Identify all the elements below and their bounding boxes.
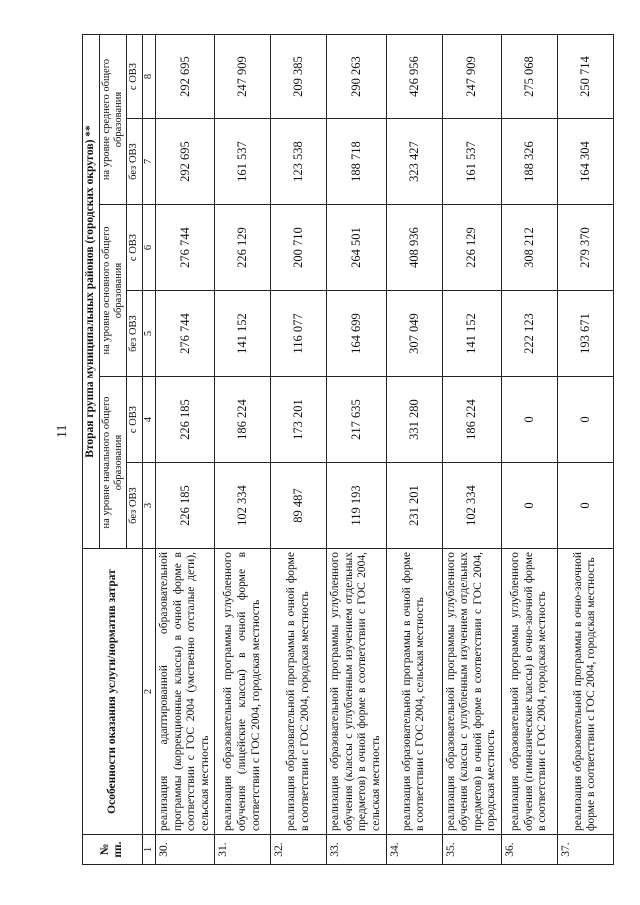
index-cell: 5	[142, 291, 155, 377]
row-number: 33.	[327, 835, 386, 865]
cost-value-cell: 0	[557, 377, 613, 463]
row-description: реализация образовательной программы углубленного обучения (лицейские классы) в очной форме в соответствии с ГОС 2004, городская местность	[215, 549, 271, 835]
index-cell: 6	[142, 205, 155, 291]
row-number: 30.	[156, 835, 215, 865]
cost-value-cell: 119 193	[327, 463, 386, 549]
cost-value-cell: 161 537	[215, 119, 271, 205]
cost-value-cell: 331 280	[386, 377, 442, 463]
cost-value-cell: 222 123	[501, 291, 557, 377]
index-cell: 1	[142, 835, 155, 865]
cost-value-cell: 226 129	[442, 205, 501, 291]
cost-value-cell: 173 201	[271, 377, 327, 463]
row-number: 37.	[557, 835, 613, 865]
cost-value-cell: 186 224	[442, 377, 501, 463]
row-number: 31.	[215, 835, 271, 865]
row-number: 35.	[442, 835, 501, 865]
cost-value-cell: 226 185	[156, 377, 215, 463]
cost-value-cell: 292 695	[156, 119, 215, 205]
with-ovz-header: с ОВЗ	[127, 35, 142, 119]
cost-value-cell: 0	[557, 463, 613, 549]
with-ovz-header: с ОВЗ	[127, 377, 142, 463]
level-secondary-header: на уровне среднего общего образования	[99, 35, 127, 205]
row-description: реализация образовательной программы в очной форме в соответствии с ГОС 2004, городская местность	[271, 549, 327, 835]
column-index-row	[142, 35, 155, 865]
cost-value-cell: 276 744	[156, 205, 215, 291]
cost-value-cell: 247 909	[215, 35, 271, 119]
cost-value-cell: 247 909	[442, 35, 501, 119]
cost-value-cell: 193 671	[557, 291, 613, 377]
row-description: реализация образовательной программы углубленного обучения (гимназические классы) в очно-заочной форме в соответствии с ГОС 2004, городская местность	[501, 549, 557, 835]
without-ovz-header: без ОВЗ	[127, 463, 142, 549]
table-row	[156, 35, 215, 865]
cost-value-cell: 292 695	[156, 35, 215, 119]
cost-value-cell: 188 718	[327, 119, 386, 205]
without-ovz-header: без ОВЗ	[127, 119, 142, 205]
cost-value-cell: 186 224	[215, 377, 271, 463]
cost-value-cell: 123 538	[271, 119, 327, 205]
index-cell: 2	[142, 549, 155, 835]
cost-value-cell: 276 744	[156, 291, 215, 377]
table-row	[386, 35, 442, 865]
cost-value-cell: 164 699	[327, 291, 386, 377]
row-description: реализация образовательной программы в очно-заочной форме в соответствии с ГОС 2004, городская местность	[557, 549, 613, 835]
level-basic-header: на уровне основного общего образования	[99, 205, 127, 377]
level-primary-header: на уровне начального общего образования	[99, 377, 127, 549]
cost-value-cell: 188 326	[501, 119, 557, 205]
without-ovz-header: без ОВЗ	[127, 291, 142, 377]
cost-value-cell: 141 152	[442, 291, 501, 377]
cost-value-cell: 0	[501, 463, 557, 549]
with-ovz-header: с ОВЗ	[127, 205, 142, 291]
table-row	[557, 35, 613, 865]
index-cell: 4	[142, 377, 155, 463]
cost-value-cell: 209 385	[271, 35, 327, 119]
rotated-table-container	[82, 35, 627, 865]
cost-value-cell: 226 129	[215, 205, 271, 291]
cost-value-cell: 279 370	[557, 205, 613, 291]
cost-value-cell: 308 212	[501, 205, 557, 291]
cost-value-cell: 264 501	[327, 205, 386, 291]
cost-value-cell: 102 334	[215, 463, 271, 549]
cost-value-cell: 426 956	[386, 35, 442, 119]
row-number: 34.	[386, 835, 442, 865]
cost-value-cell: 200 710	[271, 205, 327, 291]
row-description: реализация адаптированной образовательной программы (коррекционные классы) в очной форме в соответствии с ГОС 2004 (умственно отсталые дети), сельская местность	[156, 549, 215, 835]
col-features-header: Особенности оказания услуги/норматив затрат	[83, 549, 143, 835]
table-row	[215, 35, 271, 865]
cost-norms-table	[82, 34, 614, 865]
table-row	[501, 35, 557, 865]
cost-value-cell: 408 936	[386, 205, 442, 291]
table-row	[271, 35, 327, 865]
cost-value-cell: 116 077	[271, 291, 327, 377]
cost-value-cell: 161 537	[442, 119, 501, 205]
row-description: реализация образовательной программы в очной форме в соответствии с ГОС 2004, сельская местность	[386, 549, 442, 835]
row-number: 36.	[501, 835, 557, 865]
table-row	[327, 35, 386, 865]
cost-value-cell: 250 714	[557, 35, 613, 119]
index-cell: 7	[142, 119, 155, 205]
cost-value-cell: 307 049	[386, 291, 442, 377]
cost-value-cell: 164 304	[557, 119, 613, 205]
cost-value-cell: 217 635	[327, 377, 386, 463]
group-header: Вторая группа муниципальных районов (городских округов) **	[83, 35, 100, 549]
row-number: 32.	[271, 835, 327, 865]
cost-value-cell: 231 201	[386, 463, 442, 549]
cost-value-cell: 0	[501, 377, 557, 463]
col-no-header: № пп.	[83, 835, 143, 865]
cost-value-cell: 290 263	[327, 35, 386, 119]
cost-value-cell: 89 487	[271, 463, 327, 549]
table-row	[442, 35, 501, 865]
cost-value-cell: 141 152	[215, 291, 271, 377]
index-cell: 3	[142, 463, 155, 549]
row-description: реализация образовательной программы углубленного обучения (классы с углубленным изучением отдельных предметов) в очной форме в соответствии с ГОС 2004, городская местность	[442, 549, 501, 835]
cost-value-cell: 102 334	[442, 463, 501, 549]
page-number: 11	[55, 424, 70, 438]
cost-value-cell: 275 068	[501, 35, 557, 119]
cost-value-cell: 226 185	[156, 463, 215, 549]
cost-value-cell: 323 427	[386, 119, 442, 205]
row-description: реализация образовательной программы углубленного обучения (классы с углубленным изучением отдельных предметов) в очной форме в соответствии с ГОС 2004, сельская местность	[327, 549, 386, 835]
index-cell: 8	[142, 35, 155, 119]
